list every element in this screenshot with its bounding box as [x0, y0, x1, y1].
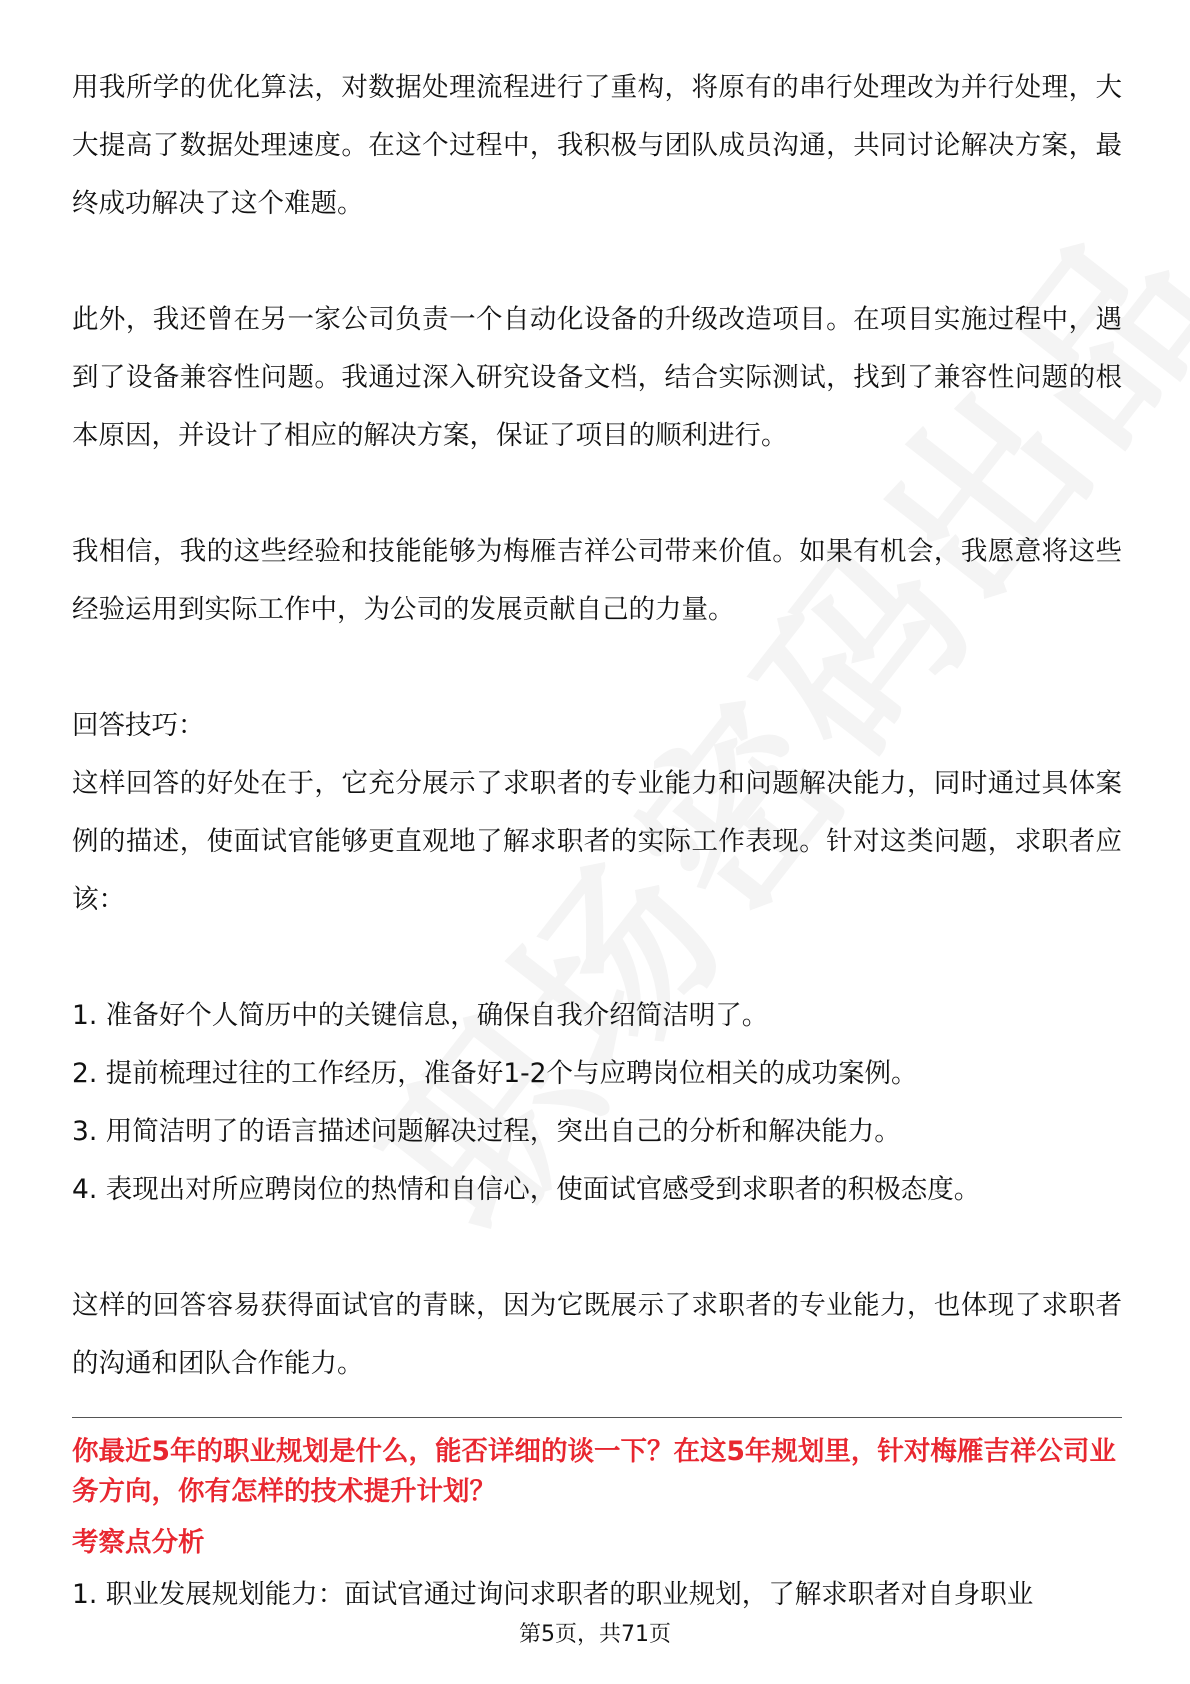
page-number: 第5页，共71页 [519, 1622, 671, 1647]
tips-list-item: 3. 用简洁明了的语言描述问题解决过程，突出自己的分析和解决能力。 [72, 1116, 901, 1147]
tips-list-item: 1. 准备好个人简历中的关键信息，确保自我介绍简洁明了。 [72, 1000, 769, 1031]
analysis-point-1: 1. 职业发展规划能力：面试官通过询问求职者的职业规划，了解求职者对自身职业 [72, 1579, 1034, 1610]
tips-list-item: 2. 提前梳理过往的工作经历，准备好1-2个与应聘岗位相关的成功案例。 [72, 1058, 918, 1089]
section-divider [72, 1417, 1122, 1418]
spacer [72, 233, 1122, 291]
paragraph-automation-project: 此外，我还曾在另一家公司负责一个自动化设备的升级改造项目。在项目实施过程中，遇到了设备兼容性问题。我通过深入研究设备文档，结合实际测试，找到了兼容性问题的根本原因，并设计了相应的解决方案，保证了项目的顺利进行。 [72, 304, 1122, 451]
tips-heading: 回答技巧： [72, 710, 205, 741]
spacer [72, 465, 1122, 523]
spacer [72, 639, 1122, 697]
interview-question: 你最近5年的职业规划是什么，能否详细的谈一下？在这5年规划里，针对梅雁吉祥公司业务方向，你有怎样的技术提升计划？ [72, 1436, 1116, 1507]
spacer [72, 1219, 1122, 1277]
spacer [72, 929, 1122, 987]
analysis-heading: 考察点分析 [72, 1527, 205, 1558]
tips-intro: 这样回答的好处在于，它充分展示了求职者的专业能力和问题解决能力，同时通过具体案例的描述，使面试官能够更直观地了解求职者的实际工作表现。针对这类问题，求职者应该： [72, 768, 1122, 915]
page-content [72, 59, 1122, 1624]
tips-list-item: 4. 表现出对所应聘岗位的热情和自信心，使面试官感受到求职者的积极态度。 [72, 1174, 981, 1205]
tips-conclusion: 这样的回答容易获得面试官的青睐，因为它既展示了求职者的专业能力，也体现了求职者的沟通和团队合作能力。 [72, 1290, 1122, 1379]
paragraph-optimization: 用我所学的优化算法，对数据处理流程进行了重构，将原有的串行处理改为并行处理，大大提高了数据处理速度。在这个过程中，我积极与团队成员沟通，共同讨论解决方案，最终成功解决了这个难题。 [72, 72, 1122, 219]
paragraph-company-value: 我相信，我的这些经验和技能能够为梅雁吉祥公司带来价值。如果有机会，我愿意将这些经验运用到实际工作中，为公司的发展贡献自己的力量。 [72, 536, 1122, 625]
